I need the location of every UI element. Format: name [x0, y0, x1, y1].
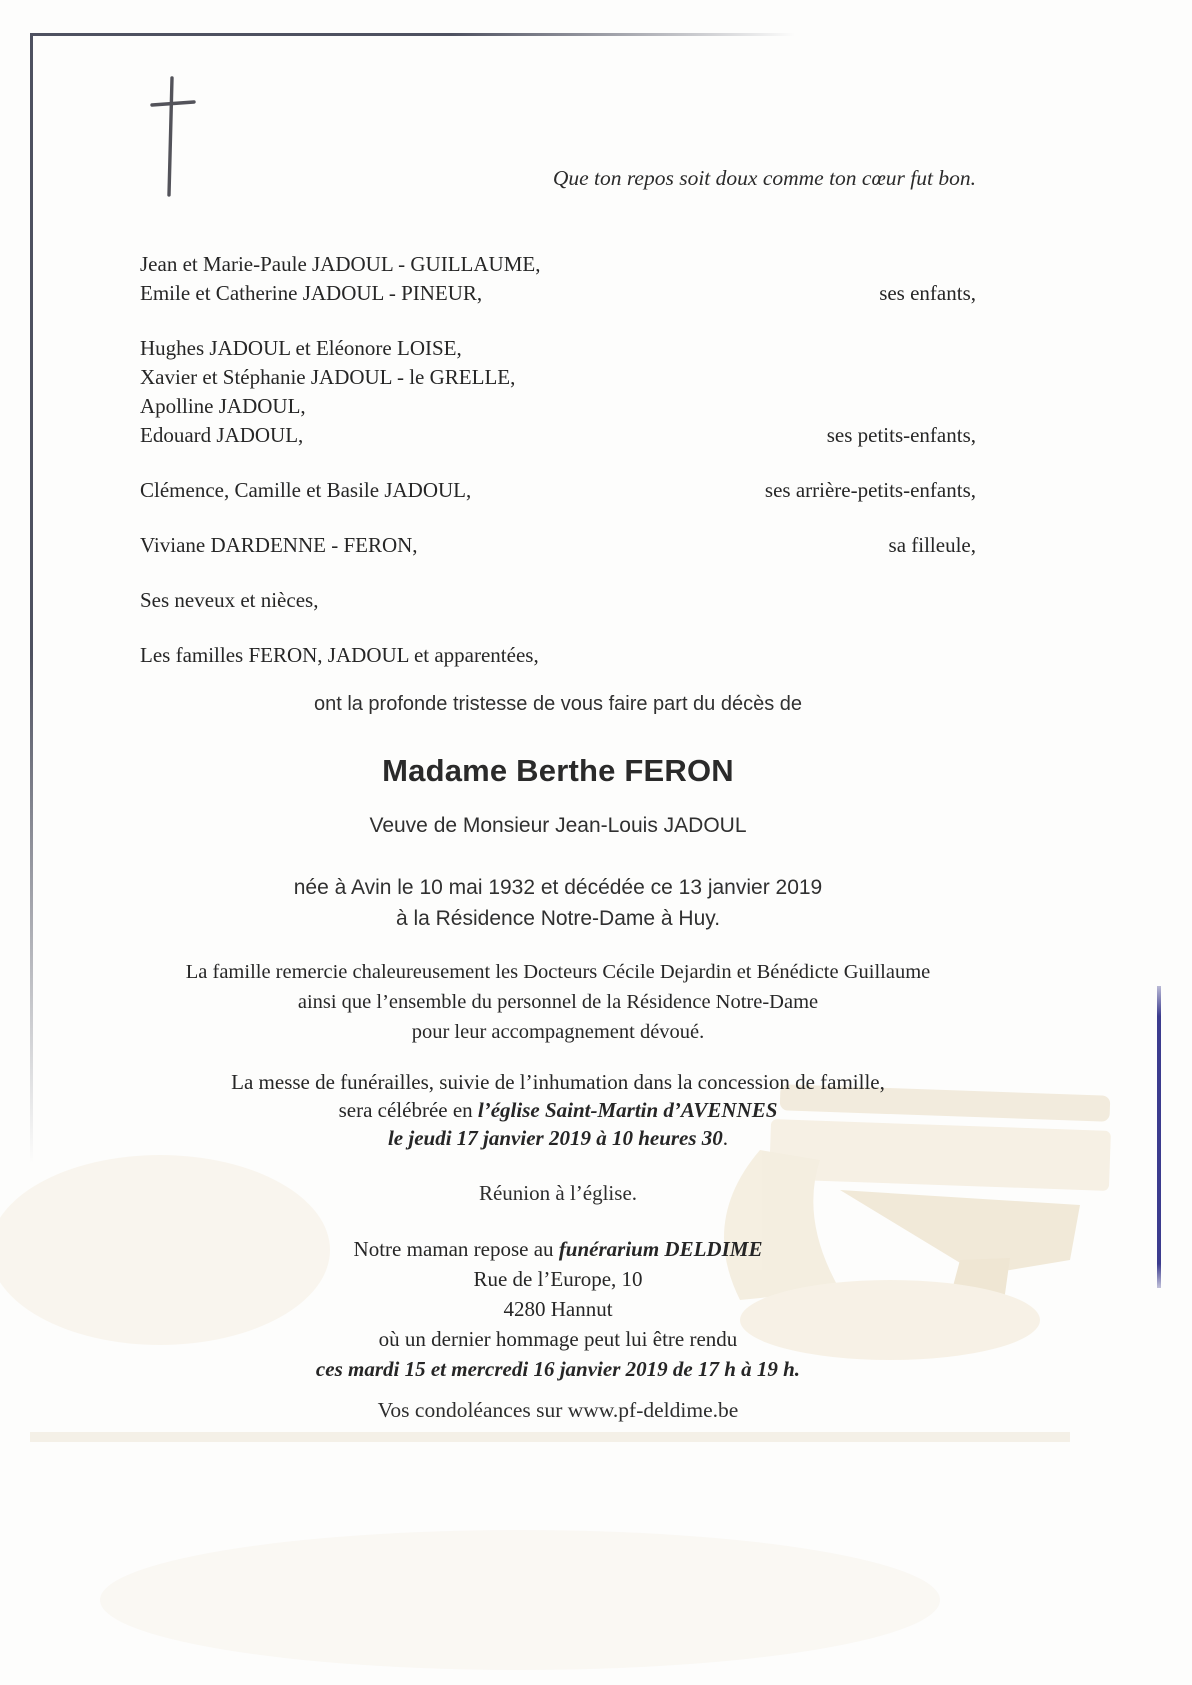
condolences-line: Vos condoléances sur www.pf-deldime.be: [377, 1398, 739, 1422]
birth-death-line: à la Résidence Notre-Dame à Huy.: [395, 907, 721, 930]
mourner-name-line: Emile et Catherine JADOUL - PINEUR,: [140, 281, 483, 305]
repose-homage-line: où un dernier hommage peut lui être rendu: [378, 1327, 738, 1351]
church-name: l’église Saint-Martin d’AVENNES: [477, 1098, 778, 1122]
funeral-home-name: funérarium DELDIME: [558, 1237, 763, 1261]
ceremony-prefix: sera célébrée en: [338, 1098, 478, 1122]
thanks-block: [58, 957, 1058, 1047]
ceremony-date: le jeudi 17 janvier 2019 à 10 heures 30: [387, 1126, 723, 1150]
repose-prefix: Notre maman repose au: [353, 1237, 559, 1261]
mourner-name-line: Apolline JADOUL,: [140, 394, 306, 418]
mourner-name-line: Clémence, Camille et Basile JADOUL,: [140, 478, 472, 502]
mourner-name-line: Xavier et Stéphanie JADOUL - le GRELLE,: [140, 365, 516, 389]
mourner-group-families: [140, 641, 976, 670]
announcement-intro: ont la profonde tristesse de vous faire part du décès de: [313, 693, 803, 715]
mourner-group-great-grandchildren: [140, 476, 976, 505]
thanks-line: La famille remercie chaleureusement les Docteurs Cécile Dejardin et Bénédicte Guillaume: [185, 961, 931, 983]
mourner-name-line: Viviane DARDENNE - FERON,: [140, 533, 418, 557]
mourner-name-line: Edouard JADOUL,: [140, 423, 304, 447]
thanks-line: pour leur accompagnement dévoué.: [411, 1021, 705, 1043]
visiting-dates: ces mardi 15 et mercredi 16 janvier 2019 de 17 h à 19 h.: [315, 1357, 801, 1381]
ceremony-suffix: .: [722, 1126, 729, 1150]
cross-icon: [139, 72, 201, 200]
ceremony-line: [58, 1096, 1058, 1124]
mourner-name-line: Hughes JADOUL et Eléonore LOISE,: [140, 336, 462, 360]
mourner-name-line: Ses neveux et nièces,: [140, 588, 319, 612]
birth-death-block: [58, 872, 1058, 934]
mourner-group-goddaughter: [140, 531, 976, 560]
meeting-line: Réunion à l’église.: [478, 1181, 638, 1205]
mourners-list: [140, 250, 976, 696]
ceremony-line: La messe de funérailles, suivie de l’inhumation dans la concession de famille,: [231, 1070, 885, 1094]
epitaph-quote: Que ton repos soit doux comme ton cœur fut bon.: [552, 166, 976, 190]
ceremony-line: [58, 1124, 1058, 1152]
relation-label: ses petits-enfants,: [826, 423, 976, 447]
repose-line: [58, 1234, 1058, 1264]
repose-address-line: Rue de l’Europe, 10: [473, 1267, 643, 1291]
deceased-name: Madame Berthe FERON: [382, 753, 734, 788]
card-border-right: [1157, 986, 1161, 1288]
mourner-name-line: Jean et Marie-Paule JADOUL - GUILLAUME,: [140, 252, 541, 276]
mourner-group-children: [140, 250, 976, 308]
thanks-line: ainsi que l’ensemble du personnel de la Résidence Notre-Dame: [297, 991, 819, 1013]
repose-block: [58, 1234, 1058, 1384]
relation-label: sa filleule,: [888, 533, 976, 557]
mourner-group-nephews-nieces: [140, 586, 976, 615]
repose-address-line: 4280 Hannut: [503, 1297, 613, 1321]
ceremony-block: [58, 1068, 1058, 1152]
card-border-left: [30, 33, 33, 1163]
mourner-group-grandchildren: [140, 334, 976, 450]
relation-label: ses enfants,: [879, 281, 976, 305]
mourner-name-line: Les familles FERON, JADOUL et apparentées,: [140, 643, 539, 667]
deceased-subtitle: Veuve de Monsieur Jean-Louis JADOUL: [369, 814, 747, 837]
card-border-top: [30, 33, 795, 36]
relation-label: ses arrière-petits-enfants,: [764, 478, 976, 502]
birth-death-line: née à Avin le 10 mai 1932 et décédée ce 13 janvier 2019: [293, 876, 823, 899]
